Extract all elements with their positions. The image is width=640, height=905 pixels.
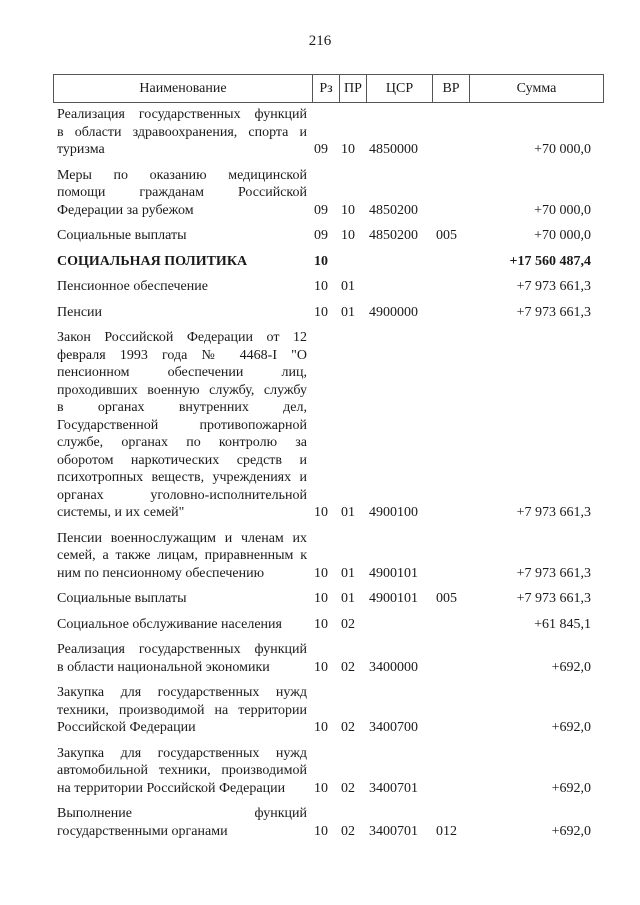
row-csr: 4900000 bbox=[369, 304, 418, 320]
row-sum: +7 973 661,3 bbox=[516, 591, 591, 606]
row-name-line: Выполнение функций bbox=[57, 806, 307, 821]
table-row bbox=[57, 641, 617, 676]
row-name-line: Пенсии bbox=[57, 304, 103, 320]
row-name-line: психотропных веществ, учреждениях и bbox=[57, 470, 307, 485]
table-row bbox=[57, 805, 617, 840]
row-name-line: СОЦИАЛЬНАЯ ПОЛИТИКА bbox=[57, 253, 248, 269]
table-header bbox=[53, 74, 604, 103]
row-rz: 10 bbox=[314, 616, 328, 632]
table-body bbox=[57, 106, 617, 848]
row-csr: 4850000 bbox=[369, 142, 418, 157]
row-name-line: февраля 1993 года № 4468-I "О bbox=[57, 347, 307, 363]
row-name bbox=[57, 304, 307, 322]
row-rz: 10 bbox=[314, 720, 328, 735]
row-name bbox=[57, 227, 307, 245]
row-sum: +70 000,0 bbox=[534, 228, 591, 243]
table-row bbox=[57, 329, 617, 522]
row-csr: 3400000 bbox=[369, 659, 418, 675]
row-name-line: Социальное обслуживание населения bbox=[57, 616, 282, 632]
row-name-line: на территории Российской Федерации bbox=[57, 780, 286, 796]
row-name-line: ним по пенсионному обеспечению bbox=[57, 565, 265, 581]
row-name-line: оборотом наркотических средств и bbox=[57, 452, 307, 468]
row-name-line: органах уголовно-исполнительной bbox=[57, 487, 307, 503]
row-sum: +692,0 bbox=[551, 720, 591, 735]
row-rz: 09 bbox=[314, 142, 328, 157]
header-vr: ВР bbox=[433, 75, 470, 103]
table-row bbox=[57, 167, 617, 220]
row-name bbox=[57, 641, 307, 676]
row-name bbox=[57, 253, 307, 271]
row-name bbox=[57, 278, 307, 296]
row-name-line: Пенсии военнослужащим и членам их bbox=[57, 530, 307, 546]
row-name-line: Закон Российской Федерации от 12 bbox=[57, 330, 307, 345]
row-name bbox=[57, 684, 307, 737]
table-row bbox=[57, 684, 617, 737]
row-vr: 005 bbox=[436, 228, 457, 243]
row-pr: 02 bbox=[341, 659, 355, 675]
row-sum: +692,0 bbox=[551, 780, 591, 796]
row-rz: 09 bbox=[314, 228, 328, 243]
table-row bbox=[57, 227, 617, 245]
row-name bbox=[57, 530, 307, 583]
row-name-line: в органах внутренних дел, bbox=[57, 400, 307, 415]
table-row bbox=[57, 590, 617, 608]
row-csr: 4900101 bbox=[369, 565, 418, 581]
row-vr: 005 bbox=[436, 591, 457, 606]
row-name-line: Социальные выплаты bbox=[57, 591, 187, 606]
row-pr: 01 bbox=[341, 304, 355, 320]
row-pr: 02 bbox=[341, 780, 355, 796]
row-rz: 10 bbox=[314, 279, 328, 294]
row-pr: 02 bbox=[341, 616, 355, 632]
row-name-line: Закупка для государственных нужд bbox=[57, 745, 307, 761]
row-name bbox=[57, 329, 307, 522]
row-csr: 3400701 bbox=[369, 780, 418, 796]
row-pr: 01 bbox=[341, 279, 355, 294]
header-pr: ПР bbox=[340, 75, 367, 103]
row-rz: 10 bbox=[314, 304, 328, 320]
row-name bbox=[57, 167, 307, 220]
row-name bbox=[57, 590, 307, 608]
row-rz: 10 bbox=[314, 505, 328, 520]
row-name-line: Закупка для государственных нужд bbox=[57, 685, 307, 700]
table-row bbox=[57, 106, 617, 159]
row-rz: 09 bbox=[314, 202, 328, 218]
row-rz: 10 bbox=[314, 780, 328, 796]
row-sum: +17 560 487,4 bbox=[509, 253, 591, 269]
row-name-line: в области национальной экономики bbox=[57, 659, 270, 675]
row-pr: 10 bbox=[341, 228, 355, 243]
table-row bbox=[57, 530, 617, 583]
row-name-line: Государственной противопожарной bbox=[57, 417, 307, 433]
row-csr: 4900101 bbox=[369, 591, 418, 606]
table-row bbox=[57, 253, 617, 271]
table-row bbox=[57, 304, 617, 322]
row-name-line: системы, и их семей" bbox=[57, 505, 185, 520]
page-number: 216 bbox=[308, 33, 332, 49]
header-sum: Сумма bbox=[470, 75, 604, 103]
row-name-line: службе, органах по контролю за bbox=[57, 435, 307, 450]
row-pr: 10 bbox=[341, 202, 355, 218]
table-row bbox=[57, 616, 617, 634]
row-csr: 3400700 bbox=[369, 720, 418, 735]
row-rz: 10 bbox=[314, 823, 328, 839]
row-csr: 4850200 bbox=[369, 202, 418, 218]
table-row bbox=[57, 278, 617, 296]
row-rz: 10 bbox=[314, 253, 328, 269]
row-pr: 10 bbox=[341, 142, 355, 157]
row-name-line: пенсионном обеспечении лиц, bbox=[57, 365, 307, 380]
row-sum: +7 973 661,3 bbox=[516, 565, 591, 581]
row-name bbox=[57, 805, 307, 840]
row-name-line: Реализация государственных функций bbox=[57, 107, 307, 122]
row-sum: +7 973 661,3 bbox=[516, 304, 591, 320]
row-name-line: Российской Федерации bbox=[57, 720, 196, 735]
row-pr: 01 bbox=[341, 505, 355, 520]
row-rz: 10 bbox=[314, 565, 328, 581]
row-rz: 10 bbox=[314, 659, 328, 675]
row-name-line: Пенсионное обеспечение bbox=[57, 279, 208, 294]
row-pr: 01 bbox=[341, 565, 355, 581]
row-name-line: туризма bbox=[57, 142, 105, 157]
row-name-line: в области здравоохранения, спорта и bbox=[57, 124, 307, 140]
row-name bbox=[57, 616, 307, 634]
header-name: Наименование bbox=[54, 75, 313, 103]
row-name-line: государственными органами bbox=[57, 823, 228, 839]
row-sum: +692,0 bbox=[551, 659, 591, 675]
row-pr: 02 bbox=[341, 720, 355, 735]
row-name-line: Меры по оказанию медицинской bbox=[57, 167, 307, 183]
row-name bbox=[57, 745, 307, 798]
table-row bbox=[57, 745, 617, 798]
row-vr: 012 bbox=[436, 823, 457, 839]
row-sum: +7 973 661,3 bbox=[516, 279, 591, 294]
row-sum: +70 000,0 bbox=[534, 142, 591, 157]
row-name-line: автомобильной техники, производимой bbox=[57, 763, 307, 778]
row-name-line: техники, производимой на территории bbox=[57, 702, 307, 718]
row-name-line: Федерации за рубежом bbox=[57, 202, 194, 218]
row-name-line: семей, а также лицам, приравненным к bbox=[57, 548, 307, 563]
row-sum: +61 845,1 bbox=[534, 616, 591, 632]
row-name-line: помощи гражданам Российской bbox=[57, 185, 307, 200]
row-sum: +70 000,0 bbox=[534, 202, 591, 218]
row-name-line: Социальные выплаты bbox=[57, 228, 187, 243]
row-rz: 10 bbox=[314, 591, 328, 606]
row-pr: 01 bbox=[341, 591, 355, 606]
row-name-line: Реализация государственных функций bbox=[57, 642, 307, 657]
row-pr: 02 bbox=[341, 823, 355, 839]
header-csr: ЦСР bbox=[367, 75, 433, 103]
row-sum: +7 973 661,3 bbox=[516, 505, 591, 520]
row-name-line: проходивших военную службу, службу bbox=[57, 382, 307, 398]
row-csr: 4900100 bbox=[369, 505, 418, 520]
header-rz: Рз bbox=[313, 75, 340, 103]
row-sum: +692,0 bbox=[551, 823, 591, 839]
row-csr: 3400701 bbox=[369, 823, 418, 839]
row-csr: 4850200 bbox=[369, 228, 418, 243]
row-name bbox=[57, 106, 307, 159]
